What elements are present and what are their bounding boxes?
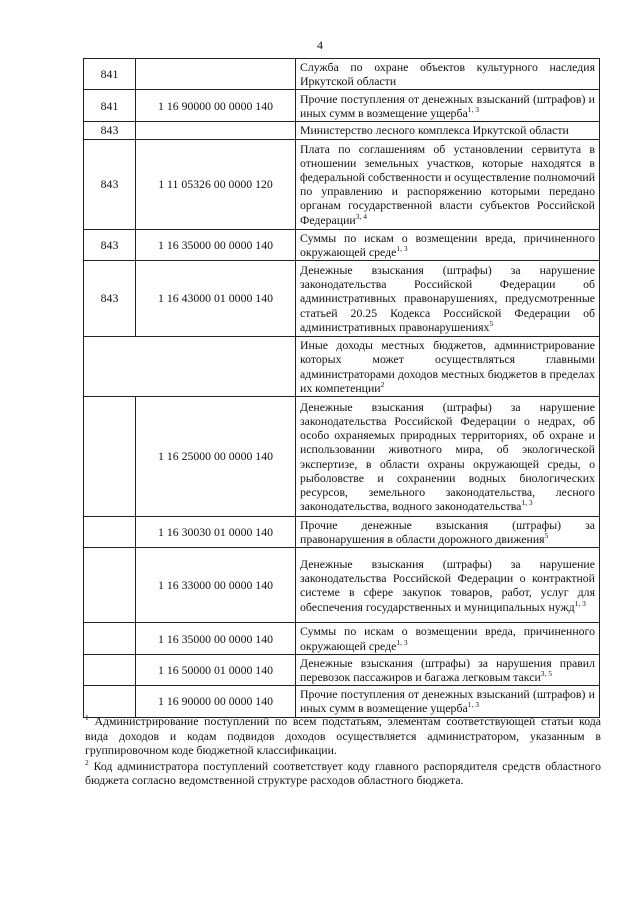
budget-classification-code: 1 16 35000 00 0000 140 — [136, 623, 296, 654]
table-row — [84, 261, 600, 337]
revenue-description: Служба по охране объектов культурного наследия Иркутской области — [296, 59, 600, 90]
footnote-ref: 1, 3 — [521, 498, 533, 508]
administrator-code: 843 — [84, 139, 136, 229]
administrator-code: 843 — [84, 229, 136, 260]
footnote-ref: 5 — [544, 531, 549, 541]
budget-classification-code — [136, 59, 296, 90]
footnote-ref: 1, 3 — [396, 243, 408, 253]
revenue-description: Денежные взыскания (штрафы) за нарушение законодательства Российской Федерации о недрах, об особо охраняемых природных территориях, об охране и использовании животного мира, об экологической экспертизе, в области охраны окружающей среды, о рыболовстве и сохранении водных биологических ресурсов, земельного законодательства, лесного законодательства, водного законодательства$^{1, 3}$ — [296, 397, 600, 517]
table-row — [84, 122, 600, 139]
budget-classification-code: 1 16 50000 01 0000 140 — [136, 654, 296, 685]
administrator-code — [84, 686, 136, 717]
footnote-ref: 1, 3 — [467, 104, 479, 114]
budget-classification-code — [136, 122, 296, 139]
budget-classification-code: 1 16 33000 00 0000 140 — [136, 548, 296, 623]
revenue-description: Денежные взыскания (штрафы) за нарушения правил перевозок пассажиров и багажа легковым такси$^{3, 5}$ — [296, 654, 600, 685]
footnote-mark: 1 — [85, 713, 89, 722]
table-row — [84, 139, 600, 229]
budget-classification-code: 1 16 35000 00 0000 140 — [136, 229, 296, 260]
administrator-code: 843 — [84, 261, 136, 337]
footnote-ref: 1, 3 — [396, 637, 408, 647]
budget-classification-code: 1 16 90000 00 0000 140 — [136, 686, 296, 717]
footnote: $^2$ Код администратора поступлений соответствует коду главного распорядителя средств областного бюджета согласно ведомственной структуре расходов областного бюджета. — [85, 757, 601, 788]
revenue-description: Прочие денежные взыскания (штрафы) за правонарушения в области дорожного движения$^5$ — [296, 517, 600, 548]
revenue-administrators-table — [83, 58, 600, 718]
table-row — [84, 548, 600, 623]
table-row — [84, 623, 600, 654]
table-row — [84, 517, 600, 548]
revenue-description: Министерство лесного комплекса Иркутской области — [296, 122, 600, 139]
administrator-code: 843 — [84, 122, 136, 139]
footnote-mark: 2 — [85, 757, 89, 767]
footnote-ref: 2 — [380, 379, 385, 389]
revenue-description: Денежные взыскания (штрафы) за нарушение законодательства Российской Федерации о контрактной системе в сфере закупок товаров, работ, услуг для обеспечения государственных и муниципальных нужд$^{1, 3}$ — [296, 548, 600, 623]
footnote-ref: 1, 3 — [574, 598, 586, 608]
footnote-ref: 1, 3 — [467, 700, 479, 710]
table-row — [84, 337, 600, 397]
page-number: 4 — [317, 38, 323, 52]
budget-classification-code: 1 16 90000 00 0000 140 — [136, 90, 296, 122]
table-row — [84, 686, 600, 717]
table-row — [84, 654, 600, 685]
administrator-code — [84, 654, 136, 685]
table-row — [84, 59, 600, 90]
revenue-description: Суммы по искам о возмещении вреда, причиненного окружающей среде$^{1, 3}$ — [296, 623, 600, 654]
administrator-code: 841 — [84, 90, 136, 122]
budget-classification-code: 1 16 30030 01 0000 140 — [136, 517, 296, 548]
footnote-ref: 3, 5 — [540, 669, 553, 679]
administrator-code: 841 — [84, 59, 136, 90]
footnote: $^1$ Администрирование поступлений по всем подстатьям, элементам соответствующей статьи кода вида доходов и кодам подвидов доходов осуществляется администратором, указанным в группировочном коде бюджетной классификации. — [85, 713, 601, 758]
revenue-description: Иные доходы местных бюджетов, администрирование которых может осуществляться главными администраторами доходов местных бюджетов в пределах их компетенции$^2$ — [296, 337, 600, 397]
administrator-code — [84, 623, 136, 654]
revenue-description: Прочие поступления от денежных взысканий (штрафов) и иных сумм в возмещение ущерба$^{1, 3}$ — [296, 686, 600, 717]
administrator-code — [84, 397, 136, 517]
revenue-description: Денежные взыскания (штрафы) за нарушение законодательства Российской Федерации об административных правонарушениях, предусмотренные статьей 20.25 Кодекса Российской Федерации об административных правонарушениях$^5$ — [296, 261, 600, 337]
administrator-code — [84, 548, 136, 623]
revenue-description: Суммы по искам о возмещении вреда, причиненного окружающей среде$^{1, 3}$ — [296, 229, 600, 260]
revenue-description: Плата по соглашениям об установлении сервитута в отношении земельных участков, которые находятся в федеральной собственности и осуществление полномочий по управлению и распоряжению которыми передано органам государственной власти субъектов Российской Федерации$^{3, 4}$ — [296, 139, 600, 229]
footnote-ref: 5 — [489, 318, 494, 328]
footnotes — [85, 714, 601, 789]
table-row — [84, 229, 600, 260]
administrator-code — [84, 517, 136, 548]
table-row — [84, 90, 600, 122]
budget-classification-code: 1 16 43000 01 0000 140 — [136, 261, 296, 337]
table-row — [84, 397, 600, 517]
footnote-ref: 3, 4 — [355, 211, 367, 221]
budget-classification-code: 1 16 25000 00 0000 140 — [136, 397, 296, 517]
administrator-code — [84, 337, 296, 397]
revenue-description: Прочие поступления от денежных взысканий (штрафов) и иных сумм в возмещение ущерба$^{1, 3}$ — [296, 90, 600, 122]
budget-classification-code: 1 11 05326 00 0000 120 — [136, 139, 296, 229]
